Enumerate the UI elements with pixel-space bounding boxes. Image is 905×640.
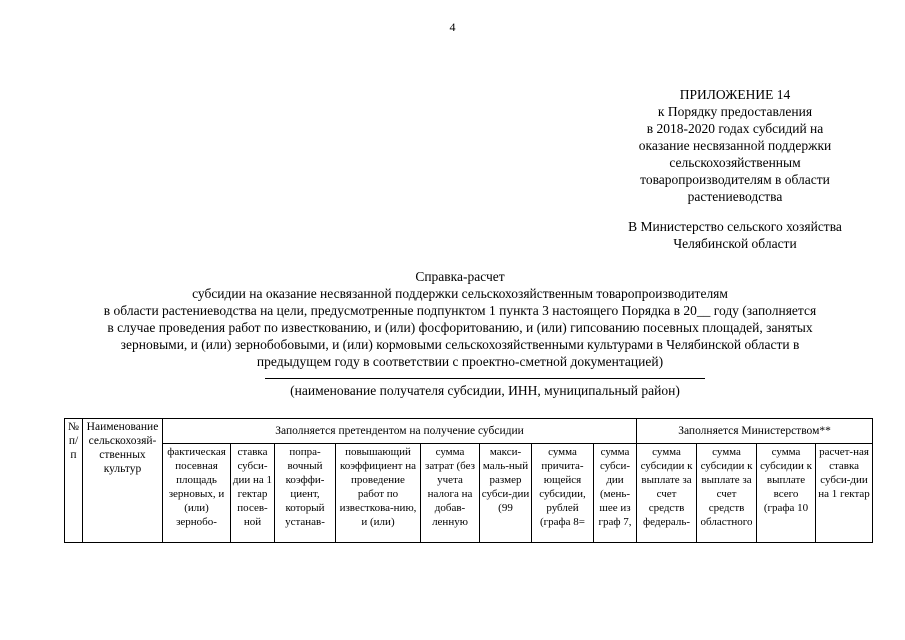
column-header: сумма субси-дии (мень-шее из граф 7, [594, 444, 637, 543]
group-header-ministry: Заполняется Министерством** [637, 419, 873, 444]
appendix-line: ПРИЛОЖЕНИЕ 14 [679, 87, 791, 102]
title-line: в случае проведения работ по известкованию, и (или) фосфоритованию, и (или) гипсованию посевных площадей, занятых [107, 320, 813, 335]
column-header: сумма субсидии к выплате за счет средств федераль- [637, 444, 697, 543]
page-number: 4 [449, 20, 456, 34]
title-line: предыдущем году в соответствии с проектно-сметной документацией) [256, 354, 664, 369]
title-heading: Справка-расчет [415, 269, 505, 284]
column-header: фактическая посевная площадь зерновых, и (или) зернобо- [163, 444, 231, 543]
appendix-line: сельскохозяйственным [669, 155, 801, 170]
column-header: сумма субсидии к выплате за счет средств областного [697, 444, 757, 543]
appendix-line: в 2018-2020 годах субсидий на [646, 121, 824, 136]
column-header: сумма затрат (без учета налога на добав-ленную [421, 444, 480, 543]
addressee-line: В Министерство сельского хозяйства [628, 219, 842, 234]
appendix-line: оказание несвязанной поддержки [638, 138, 832, 153]
appendix-block [590, 86, 880, 205]
column-header: повышающий коэффициент на проведение работ по известкова-нию, и (или) [336, 444, 421, 543]
recipient-field [265, 378, 705, 399]
addressee-block [590, 218, 880, 252]
appendix-line: растениеводства [687, 189, 783, 204]
appendix-line: товаропроизводителям в области [640, 172, 830, 187]
addressee-line: Челябинской области [673, 236, 797, 251]
column-header-number: № п/п [65, 419, 83, 543]
recipient-caption: (наименование получателя субсидии, ИНН, муниципальный район) [290, 383, 680, 398]
column-header: расчет-ная ставка субси-дии на 1 гектар [816, 444, 873, 543]
column-header: сумма субсидии к выплате всего (графа 10 [757, 444, 816, 543]
title-line: в области растениеводства на цели, предусмотренные подпунктом 1 пункта 3 настоящего Порядка в 20__ году (заполняется [103, 303, 817, 318]
group-header-applicant: Заполняется претендентом на получение субсидии [163, 419, 637, 444]
column-header: попра-вочный коэффи-циент, который устанав- [275, 444, 336, 543]
column-header: ставка субси-дии на 1 гектар посев-ной [231, 444, 275, 543]
column-header-crop-name: Наименование сельскохозяй-ственных культур [83, 419, 163, 543]
column-header: сумма причита-ющейся субсидии, рублей (графа 8= [532, 444, 594, 543]
title-line: субсидии на оказание несвязанной поддержки сельскохозяйственным товаропроизводителям [192, 286, 728, 301]
title-line: зерновыми, и (или) зернобобовыми, и (или) кормовыми сельскохозяйственными культурами в Челябинской области в [120, 337, 800, 352]
appendix-line: к Порядку предоставления [657, 104, 813, 119]
calculation-table [64, 418, 873, 543]
document-title [40, 268, 880, 370]
recipient-underline [265, 378, 705, 379]
column-header: макси-маль-ный размер субси-дии (99 [480, 444, 532, 543]
